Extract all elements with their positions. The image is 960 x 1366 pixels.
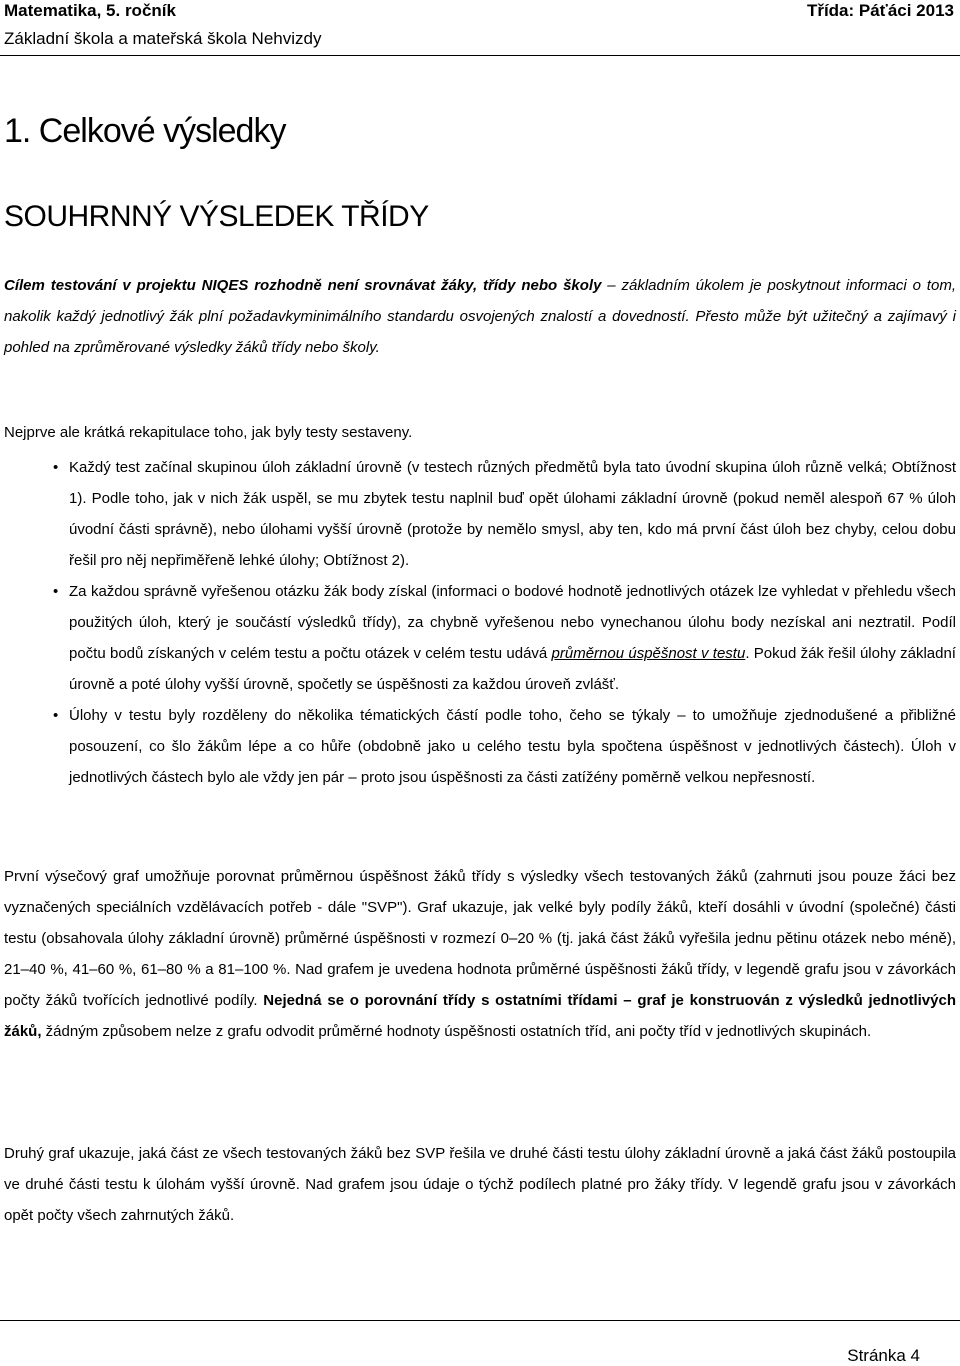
test-structure-list [53,452,956,793]
header-subject: Matematika, 5. ročník [4,1,176,20]
page-number: Stránka 4 [847,1346,920,1365]
list-item [53,452,956,576]
list-item-text: Za každou správně vyřešenou otázku žák body získal (informaci o bodové hodnotě jednotlivých otázek lze vyhledat v přehledu všech použitých úloh, který je součástí výsledků třídy), za chybně vyřešenou nebo vynechanou úlohu body nezískal ani neztratil. Podíl počtu bodů získaných v celém testu a počtu otázek v celém testu udává [69,583,956,662]
bullet-icon: • [53,583,59,600]
section-heading: 1. Celkové výsledky [4,112,286,150]
header-right [807,0,954,22]
recap-paragraph: Nejprve ale krátká rekapitulace toho, jak byly testy sestaveny. [4,424,413,441]
intro-emphasis: Cílem testování v projektu NIQES rozhodně není srovnávat žáky, třídy nebo školy [4,277,602,294]
bullet-icon: • [53,459,59,476]
list-item-text-end: . Pokud žák řešil úlohy základní úrovně a poté úlohy vyšší úrovně, spočetly se úspěšnosti za každou úroveň zvlášť. [69,645,956,693]
first-graph-text: První výsečový graf umožňuje porovnat průměrnou úspěšnost žáků třídy s výsledky všech testovaných žáků (zahrnuti jsou pouze žáci bez vyznačených speciálních vzdělávacích potřeb - dále "SVP"). Graf ukazuje, jak velké byly podíly žáků, kteří dosáhli v úvodní (společné) části testu (obsahovala úlohy základní úrovně) průměrné úspěšnosti v rozmezí 0–20 % (tj. jaká část žáků vyřešila jednu pětinu otázek nebo méně), 21–40 %, 41–60 %, 61–80 % a 81–100 %. Nad grafem je uvedena hodnota průměrné úspěšnosti žáků třídy, v legendě grafu jsou v závorkách počty žáků tvořících jednotlivé podíly. [4,868,956,1009]
first-graph-text-end: žádným způsobem nelze z grafu odvodit průměrné hodnoty úspěšnosti ostatních tříd, ani počty tříd v jednotlivých skupinách. [41,1023,872,1040]
intro-rest: – základním úkolem je poskytnout informaci o tom, nakolik každý jednotlivý žák plní požadavkyminimálního standardu osvojených znalostí a dovedností. Přesto může být užitečný a zajímavý i pohled na zprůměrované výsledky žáků třídy nebo školy. [4,277,956,356]
list-item-text: Každý test začínal skupinou úloh základní úrovně (v testech různých předmětů byla tato úvodní skupina úloh různě velká; Obtížnost 1). Podle toho, jak v nich žák uspěl, se mu zbytek testu naplnil buď opět úlohami základní úrovně (pokud neměl alespoň 67 % úloh úvodní části správně), nebo úlohami vyšší úrovně (protože by nemělo smysl, aby ten, kdo má první část úloh bez chyby, celou dobu řešil pro něj nepřiměřeně lehké úlohy; Obtížnost 2). [69,459,956,569]
first-graph-paragraph [4,861,956,1047]
header-class: Třída: Páťáci 2013 [806,1,954,20]
header-divider [0,55,960,56]
bullet-icon: • [53,707,59,724]
second-graph-paragraph: Druhý graf ukazuje, jaká část ze všech testovaných žáků bez SVP řešila ve druhé části testu úlohy základní úrovně a jaká část žáků postoupila ve druhé části testu k úlohám vyšší úrovně. Nad grafem jsou údaje o týchž podílech platné pro žáky třídy. V legendě grafu jsou v závorkách opět počty všech zahrnutých žáků. [4,1145,956,1224]
list-item [53,576,956,700]
footer-divider [0,1320,960,1321]
header-left [4,0,321,50]
list-item-emphasis: průměrnou úspěšnost v testu [551,645,746,662]
list-item-text: Úlohy v testu byly rozděleny do několika tématických částí podle toho, čeho se týkaly – to umožňuje zjednodušené a přibližné posouzení, co šlo žákům lépe a co hůře (obdobně jako u celého testu byla spočtena úspěšnost v jednotlivých částech). Úloh v jednotlivých částech bylo ale vždy jen pár – proto jsou úspěšnosti za části zatížény poměrně velkou nepřesností. [69,707,956,786]
first-graph-warning: Nejedná se o porovnání třídy s ostatními třídami – graf je konstruován z výsledků jednotlivých žáků, [4,992,956,1040]
header-school: Základní škola a mateřská škola Nehvizdy [4,29,322,48]
intro-paragraph [4,270,956,363]
list-item [53,700,956,793]
section-subheading: SOUHRNNÝ VÝSLEDEK TŘÍDY [4,200,429,233]
